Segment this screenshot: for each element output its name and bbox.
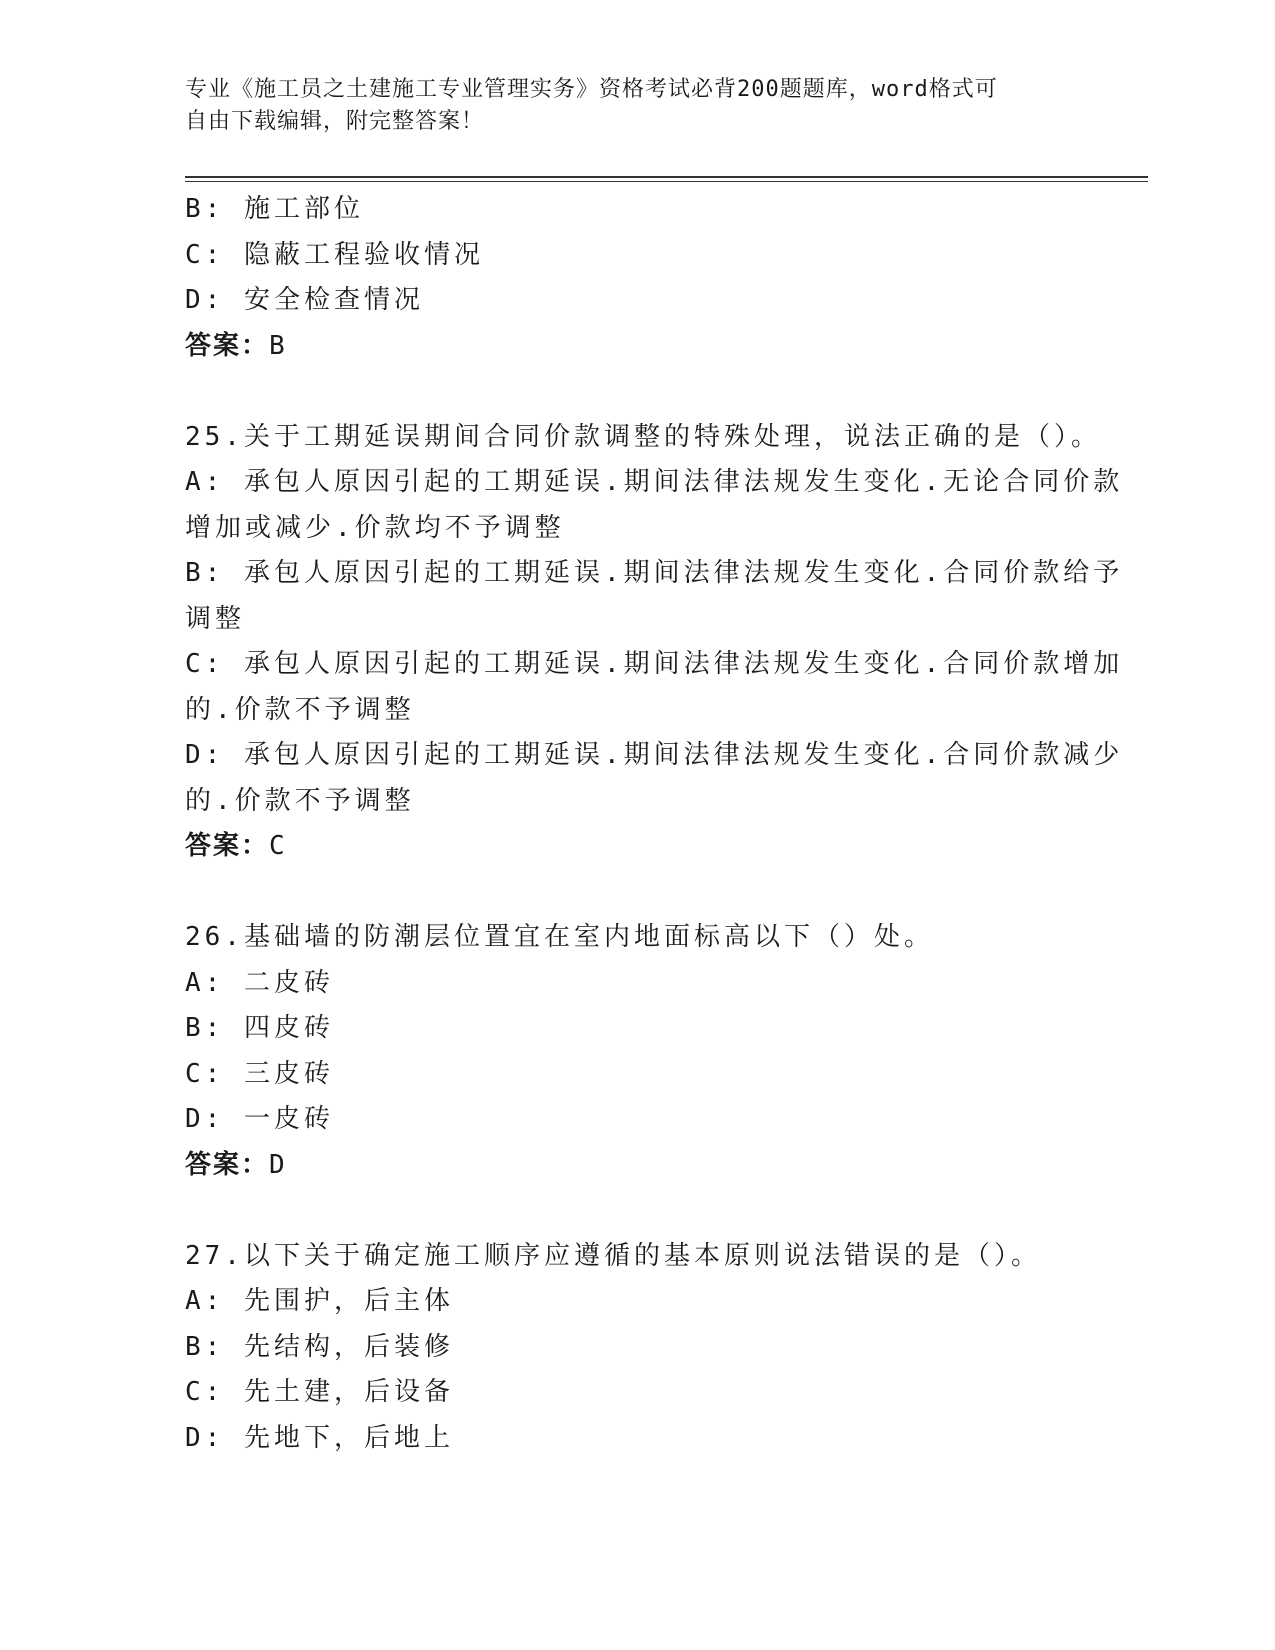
- option-d-line-1: D: 承包人原因引起的工期延误.期间法律法规发生变化.合同价款减少: [185, 740, 1124, 770]
- header-line-2: 自由下载编辑，附完整答案！: [185, 109, 485, 134]
- question-spacer: [185, 1188, 1085, 1234]
- option-a: A: 二皮砖: [185, 967, 334, 998]
- question-list: [185, 187, 1124, 1461]
- option-a-line-2: 增加或减少.价款均不予调整: [185, 512, 565, 543]
- question-26: [185, 915, 1085, 1188]
- question-stem: 25.关于工期延误期间合同价款调整的特殊处理，说法正确的是（）。: [185, 421, 1101, 452]
- question-25: [185, 415, 1124, 870]
- option-d: D: 一皮砖: [185, 1104, 334, 1134]
- option-d: D: 先地下，后地上: [185, 1422, 454, 1453]
- header-divider-thick: [185, 176, 1148, 178]
- option-c: C: 隐蔽工程验收情况: [185, 239, 484, 270]
- answer-label: 答案：: [185, 831, 270, 861]
- answer-label: 答案：: [185, 1149, 270, 1180]
- question-24-tail: [185, 187, 1085, 369]
- header-divider-thin: [185, 181, 1148, 182]
- option-c-line-1: C: 承包人原因引起的工期延误.期间法律法规发生变化.合同价款增加: [185, 649, 1124, 679]
- option-c: C: 先土建，后设备: [185, 1377, 454, 1407]
- option-a-line-1: A: 承包人原因引起的工期延误.期间法律法规发生变化.无论合同价款: [185, 467, 1124, 497]
- question-stem: 26.基础墙的防潮层位置宜在室内地面标高以下（）处。: [185, 922, 934, 952]
- option-c-line-2: 的.价款不予调整: [185, 694, 415, 725]
- answer-value: D: [269, 1149, 287, 1180]
- option-b: B: 四皮砖: [185, 1013, 334, 1043]
- question-27: [185, 1234, 1085, 1462]
- answer-value: C: [269, 831, 287, 861]
- question-spacer: [185, 870, 1085, 916]
- answer-label: 答案：: [185, 330, 270, 361]
- option-d: D: 安全检查情况: [185, 285, 424, 315]
- option-b-line-2: 调整: [185, 603, 246, 634]
- answer-value: B: [269, 330, 287, 361]
- question-spacer: [185, 369, 1085, 415]
- document-header: [185, 74, 1065, 138]
- option-b: B: 先结构，后装修: [185, 1331, 454, 1362]
- option-c: C: 三皮砖: [185, 1058, 334, 1089]
- option-d-line-2: 的.价款不予调整: [185, 785, 415, 816]
- answer-line: [185, 324, 1085, 370]
- option-a: A: 先围护，后主体: [185, 1286, 454, 1316]
- answer-line: [185, 1143, 1085, 1189]
- option-b: B: 施工部位: [185, 194, 364, 224]
- question-stem: 27.以下关于确定施工顺序应遵循的基本原则说法错误的是（）。: [185, 1240, 1041, 1271]
- answer-line: [185, 824, 1085, 870]
- header-line-1: 专业《施工员之土建施工专业管理实务》资格考试必背200题题库，word格式可: [185, 77, 998, 102]
- option-b-line-1: B: 承包人原因引起的工期延误.期间法律法规发生变化.合同价款给予: [185, 558, 1124, 588]
